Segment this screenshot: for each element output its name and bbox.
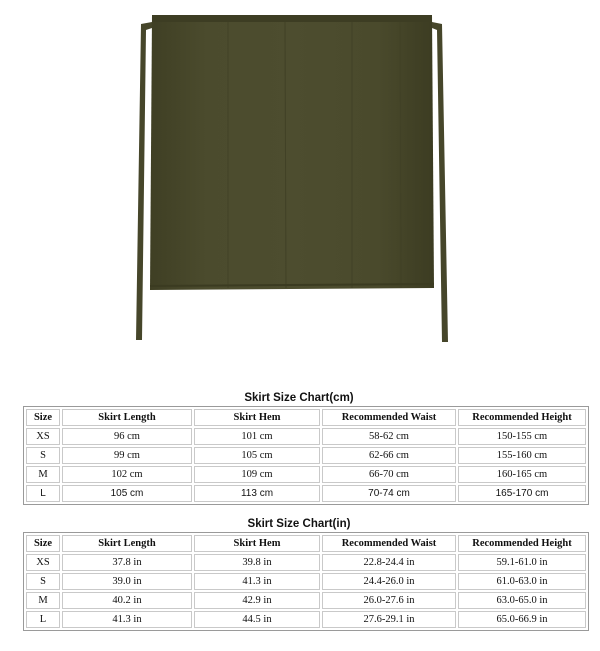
cell-recommended-waist: 26.0-27.6 in — [322, 592, 456, 609]
size-chart-cm — [23, 390, 575, 505]
cell-recommended-height: 63.0-65.0 in — [458, 592, 586, 609]
chart-title-in: Skirt Size Chart(in) — [247, 518, 351, 530]
cell-recommended-height: 160-165 cm — [458, 466, 586, 483]
cell-skirt-length: 102 cm — [62, 466, 192, 483]
cell-recommended-waist: 27.6-29.1 in — [322, 611, 456, 628]
header-recommended-height: Recommended Height — [458, 409, 586, 426]
cell-recommended-height: 61.0-63.0 in — [458, 573, 586, 590]
header-skirt-length: Skirt Length — [62, 535, 192, 552]
table-row — [26, 592, 586, 609]
cell-recommended-waist: 66-70 cm — [322, 466, 456, 483]
cell-recommended-height: 65.0-66.9 in — [458, 611, 586, 628]
cell-size: XS — [26, 428, 60, 445]
header-skirt-hem: Skirt Hem — [194, 409, 320, 426]
cell-skirt-hem: 109 cm — [194, 466, 320, 483]
header-recommended-height: Recommended Height — [458, 535, 586, 552]
table-row — [26, 573, 586, 590]
cell-recommended-waist: 70-74 cm — [322, 485, 456, 502]
cell-recommended-height: 155-160 cm — [458, 447, 586, 464]
cell-skirt-hem: 105 cm — [194, 447, 320, 464]
cell-recommended-waist: 22.8-24.4 in — [322, 554, 456, 571]
cell-skirt-length: 39.0 in — [62, 573, 192, 590]
cell-recommended-height: 150-155 cm — [458, 428, 586, 445]
cell-skirt-hem: 101 cm — [194, 428, 320, 445]
table-row — [26, 447, 586, 464]
cell-size: L — [26, 611, 60, 628]
table-row — [26, 466, 586, 483]
cell-recommended-waist: 58-62 cm — [322, 428, 456, 445]
size-chart-in — [23, 516, 575, 631]
header-size: Size — [26, 409, 60, 426]
cell-skirt-length: 99 cm — [62, 447, 192, 464]
header-size: Size — [26, 535, 60, 552]
cell-size: XS — [26, 554, 60, 571]
table-header-row — [26, 409, 586, 426]
cell-skirt-hem: 39.8 in — [194, 554, 320, 571]
cell-skirt-hem: 42.9 in — [194, 592, 320, 609]
cell-skirt-hem: 44.5 in — [194, 611, 320, 628]
cell-size: S — [26, 447, 60, 464]
header-skirt-hem: Skirt Hem — [194, 535, 320, 552]
table-row — [26, 554, 586, 571]
table-header-row — [26, 535, 586, 552]
cell-size: M — [26, 466, 60, 483]
cell-recommended-height: 165-170 cm — [458, 485, 586, 502]
header-recommended-waist: Recommended Waist — [322, 409, 456, 426]
cell-size: L — [26, 485, 60, 502]
table-row — [26, 485, 586, 502]
cell-skirt-length: 105 cm — [62, 485, 192, 502]
size-table-in — [23, 532, 589, 631]
table-row — [26, 428, 586, 445]
cell-recommended-waist: 62-66 cm — [322, 447, 456, 464]
header-skirt-length: Skirt Length — [62, 409, 192, 426]
cell-recommended-waist: 24.4-26.0 in — [322, 573, 456, 590]
table-row — [26, 611, 586, 628]
cell-skirt-hem: 113 cm — [194, 485, 320, 502]
cell-skirt-length: 40.2 in — [62, 592, 192, 609]
cell-size: M — [26, 592, 60, 609]
size-table-cm — [23, 406, 589, 505]
cell-skirt-length: 41.3 in — [62, 611, 192, 628]
cell-recommended-height: 59.1-61.0 in — [458, 554, 586, 571]
cell-skirt-length: 37.8 in — [62, 554, 192, 571]
cell-skirt-hem: 41.3 in — [194, 573, 320, 590]
cell-size: S — [26, 573, 60, 590]
cell-skirt-length: 96 cm — [62, 428, 192, 445]
chart-title-cm: Skirt Size Chart(cm) — [244, 392, 354, 404]
header-recommended-waist: Recommended Waist — [322, 535, 456, 552]
